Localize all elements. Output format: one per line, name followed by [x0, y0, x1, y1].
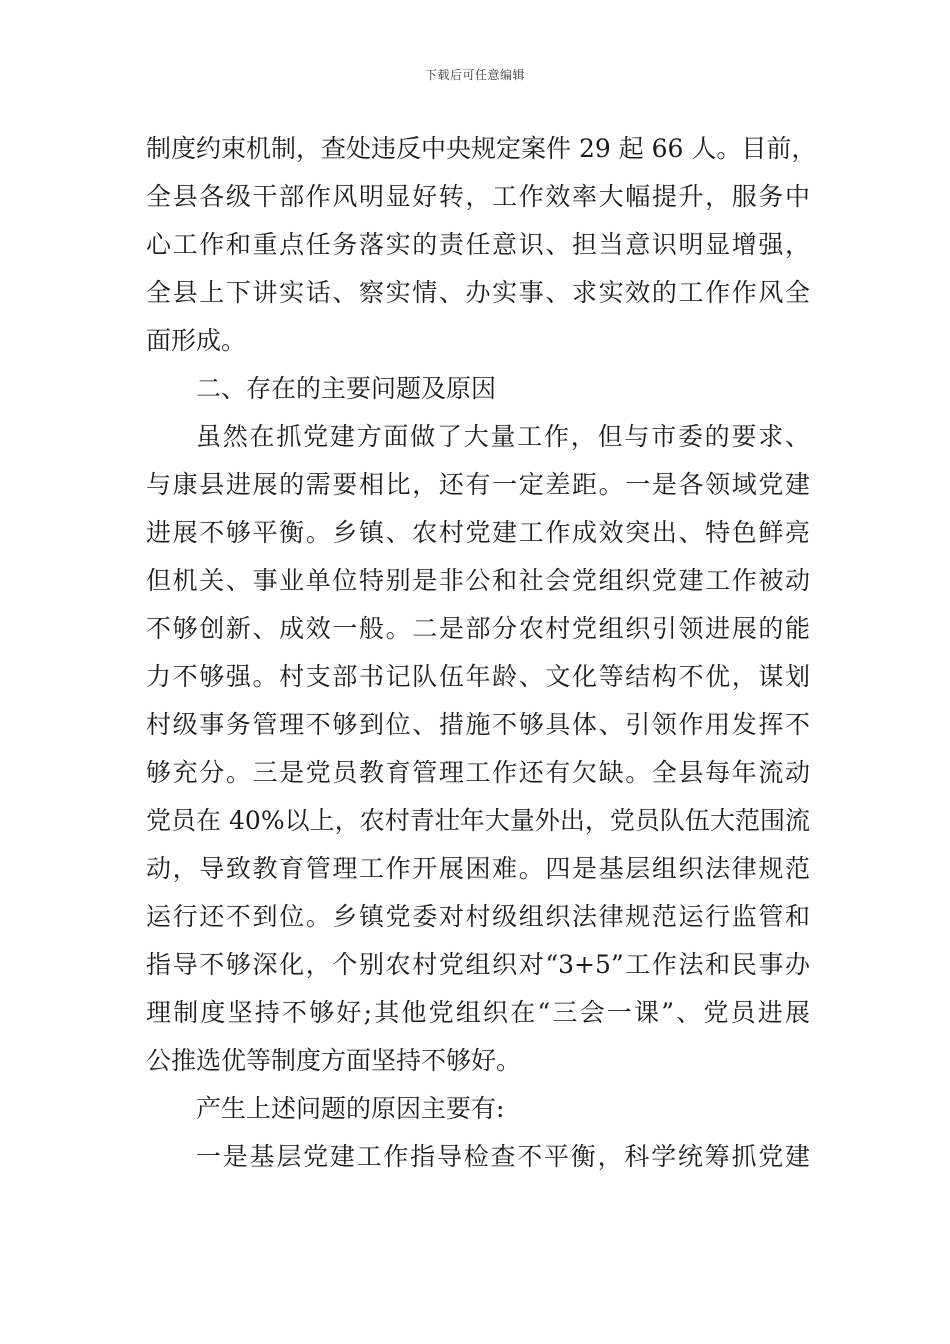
- text-line: 心工作和重点任务落实的责任意识、担当意识明显增强，: [146, 230, 810, 259]
- text-line: 进展不够平衡。乡镇、农村党建工作成效突出、特色鲜亮: [146, 518, 810, 547]
- text-line: 但机关、事业单位特别是非公和社会党组织党建工作被动: [146, 566, 810, 595]
- section-heading: 二、存在的主要问题及原因: [196, 374, 497, 403]
- text-line: 与康县进展的需要相比，还有一定差距。一是各领域党建: [146, 470, 810, 499]
- text-line: 一是基层党建工作指导检查不平衡，科学统筹抓党建: [196, 1142, 810, 1171]
- text-line: 虽然在抓党建方面做了大量工作，但与市委的要求、: [196, 422, 810, 451]
- page-header: 下载后可任意编辑: [424, 68, 525, 82]
- text-line: 全县各级干部作风明显好转，工作效率大幅提升，服务中: [146, 182, 810, 211]
- text-line: 面形成。: [146, 326, 247, 355]
- text-line: 不够创新、成效一般。二是部分农村党组织引领进展的能: [146, 614, 810, 643]
- text-line: 指导不够深化，个别农村党组织对“3+5”工作法和民事办: [146, 950, 810, 979]
- text-line: 运行还不到位。乡镇党委对村级组织法律规范运行监管和: [146, 902, 810, 931]
- text-line: 力不够强。村支部书记队伍年龄、文化等结构不优，谋划: [146, 662, 810, 691]
- text-line: 动，导致教育管理工作开展困难。四是基层组织法律规范: [146, 854, 810, 883]
- text-line: 公推选优等制度方面坚持不够好。: [146, 1046, 522, 1075]
- text-line: 全县上下讲实话、察实情、办实事、求实效的工作作风全: [146, 278, 810, 307]
- text-line: 制度约束机制，查处违反中央规定案件 29 起 66 人。目前，: [146, 134, 817, 163]
- text-line: 村级事务管理不够到位、措施不够具体、引领作用发挥不: [146, 710, 810, 739]
- document-body: [146, 125, 817, 1181]
- text-line: 产生上述问题的原因主要有:: [196, 1094, 505, 1123]
- text-line: 理制度坚持不够好;其他党组织在“三会一课”、党员进展: [146, 998, 810, 1027]
- text-line: 够充分。三是党员教育管理工作还有欠缺。全县每年流动: [146, 758, 810, 787]
- text-line: 党员在 40%以上，农村青壮年大量外出，党员队伍大范围流: [146, 806, 810, 835]
